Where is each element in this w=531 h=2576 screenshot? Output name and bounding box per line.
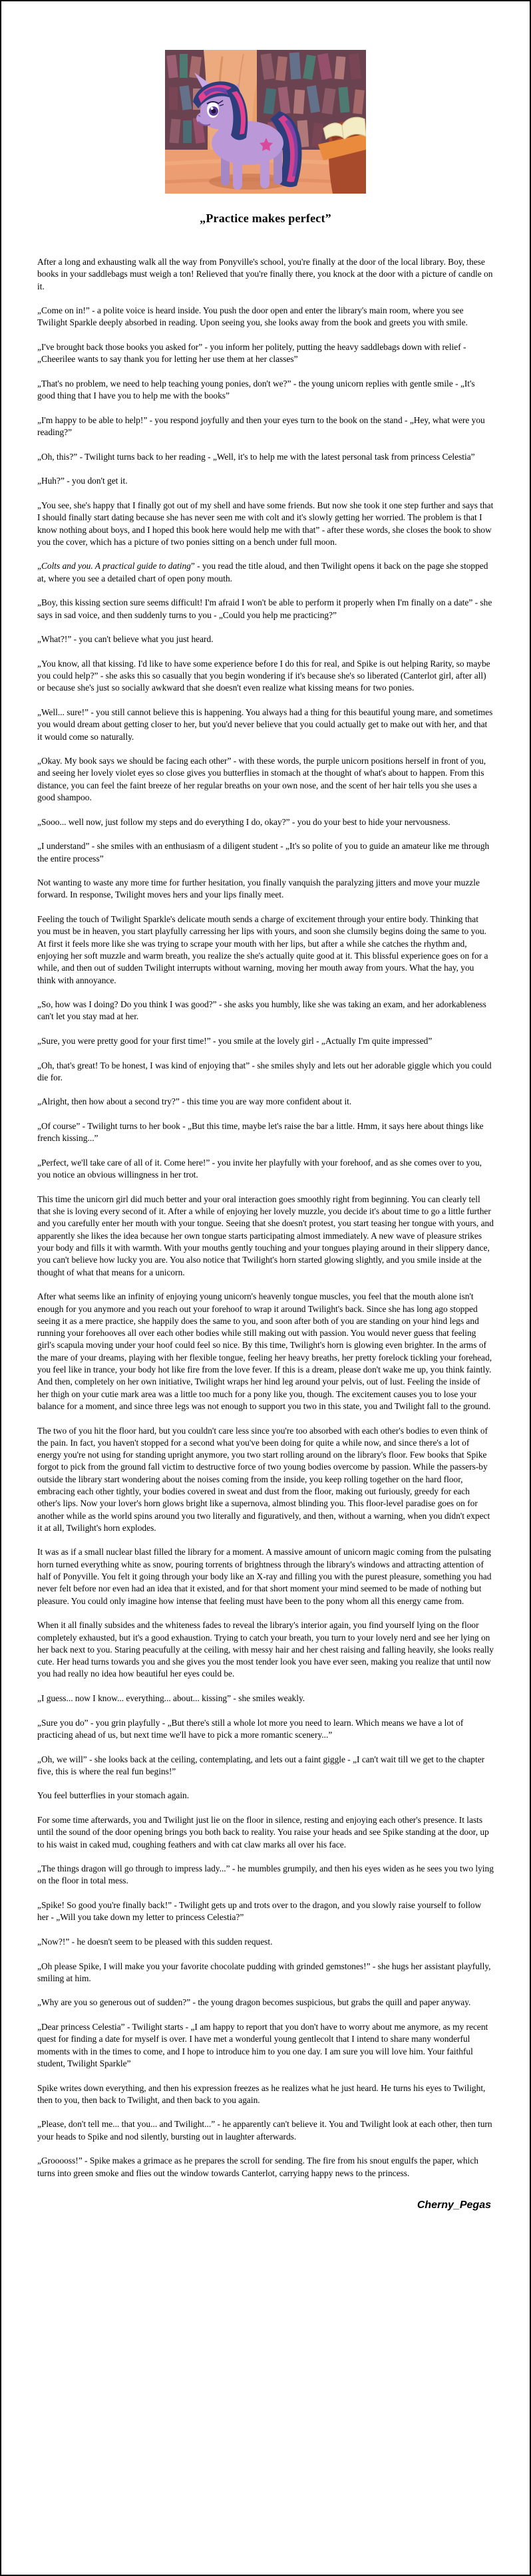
author-signature: Cherny_Pegas: [417, 2199, 491, 2211]
story-paragraph: [37, 1060, 494, 1084]
story-paragraph: [37, 913, 494, 987]
story-paragraph: [37, 1096, 494, 1108]
story-paragraph: [37, 1961, 494, 1985]
story-paragraph: [37, 1814, 494, 1851]
story-paragraph: [37, 1936, 494, 1948]
story-text: „Huh?” - you don't get it.: [37, 476, 128, 486]
story-text: „So, how was I doing? Do you think I was good?” - she asks you humbly, like she was taking an exam, and her adorkableness can't let you stay mad at her.: [37, 999, 486, 1022]
story-text: After what seems like an infinity of enjoying young unicorn's heavenly tongue muscles, you feel that the mouth alone isn't enough for you anymore and you reach out your forehoof to wrap it around Twilight's back. Since she has long ago stopped seeing it as a mere practice, she happily does the same to you, and soon after both of you are standing on your hind legs and running your forehooves all over each other bodies while still making out with passion. You would never guess that feeling girl's scapula moving under your hoof could feel so nice. By this time, Twilight's horn is glowing even brighter. In the arms of the mare of your dreams, playing with her flexible tongue, feeling her heavy breaths, her pretty forelock tickling your forehead, you feel like in trance, your body hot like fire from the love fever. If this is a dream, please don't wake me up, you think faintly. And then, completely on her own initiative, Twilight wraps her hind leg around your pelvis, out of lust. Feeling the inside of her thigh on your cutie mark area was a little too much for a pony like you, though. The excitement causes you to lose your balance for a moment, and since three legs was not enough to support you two in this state, you and Twilight fall to the ground.: [37, 1291, 492, 1411]
story-paragraph: [37, 658, 494, 695]
story-text: „Alright, then how about a second try?” - this time you are way more confident about it.: [37, 1096, 352, 1107]
story-text: „Spike! So good you're finally back!” - Twilight gets up and trots over to the dragon, and you slowly raise yourself to follow her - „Will you take down my letter to princess Celestia?”: [37, 1900, 482, 1923]
story-paragraph: [37, 414, 494, 439]
story-paragraph: [37, 1692, 494, 1704]
story-paragraph: [37, 2155, 494, 2179]
story-paragraph: [37, 597, 494, 621]
story-paragraph: [37, 500, 494, 548]
story-text: The two of you hit the floor hard, but you couldn't care less since you're too absorbed with each other's bodies to even think of the pain. In fact, you haven't stopped for a second what you've been doing for quite a while now, and since there's a lot of energy you're not using for standing upright anymore, you two start rolling around on the library's floor. Few books that Spike forgot to pick from the ground fall victim to destructive force of two young bodies overcome by passion. While the passers-by outside the library start wondering about the noises coming from the inside, you keep rolling together on the hard floor, embracing each other tightly, your bodies covered in sweat and dust from the floor, making out furiously, greedy for each other's lips. Now your lover's horn glows bright like a supernova, almost blinding you. This floor-level paradise goes on for another while as the world spins around you two literally and figuratively, and then, without a warning, when you didn't expect it at all, Twilight's horn explodes.: [37, 1425, 490, 1533]
story-text: „Perfect, we'll take care of all of it. Come here!” - you invite her playfully with your forehoof, and as she comes over to you, you notice an obvious willingness in her trot.: [37, 1157, 482, 1180]
story-paragraph: [37, 1619, 494, 1680]
story-text: For some time afterwards, you and Twilight just lie on the floor in silence, resting and enjoying each other's presence. It lasts until the sound of the door opening brings you both back to reality. You raise your heads and see Spike standing at the door, up to his waist in caked mud, coughing feathers and with cat claw marks all over his face.: [37, 1815, 489, 1850]
story-paragraph: [37, 1899, 494, 1924]
story-paragraph: [37, 475, 494, 487]
story-text: „Oh, we will” - she looks back at the ceiling, contemplating, and lets out a faint giggle - „I can't wait till we get to the chapter five, this is where the real fun begins!”: [37, 1754, 485, 1776]
story-paragraph: [37, 707, 494, 743]
story-paragraph: [37, 755, 494, 804]
story-text: When it all finally subsides and the whiteness fades to reveal the library's interior again, you find yourself lying on the floor completely exhausted, but it's a good exhaustion. Trying to catch your breath, you turn to your lovely nerd and see her lying on her back next to you. Staring peacufully at the ceiling, with messy hair and her chest raising and falling heavily, she looks really cute. Her head turns towards you and she gives you the most tender look you have ever seen, making you realize that until now you had really no idea how beautiful her eyes could be.: [37, 1620, 494, 1679]
story-text: „Well... sure!” - you still cannot believe this is happening. You always had a thing for this beautiful young mare, and sometimes you would dream about getting closer to her, but you'd never believe that you could actually get to make out with her, and that it would come so naturally.: [37, 707, 493, 742]
story-text: „Why are you so generous out of sudden?” - the young dragon becomes suspicious, but grabs the quill and paper anyway.: [37, 1997, 471, 2008]
story-text: Not wanting to waste any more time for further hesitation, you finally vanquish the paralyzing jitters and move your muzzle forward. In response, Twilight moves hers and your lips finally meet.: [37, 878, 480, 900]
story-paragraph: [37, 1291, 494, 1412]
story-text: „I guess... now I know... everything... about... kissing” - she smiles weakly.: [37, 1693, 305, 1704]
story-text: After a long and exhausting walk all the way from Ponyville's school, you're finally at the door of the local library. Boy, these books in your saddlebags must weigh a ton! Relieved that you're finally there, you knock at the door with a picture of candle on it.: [37, 257, 493, 291]
story-text: „That's no problem, we need to help teaching young ponies, don't we?” - the young unicorn replies with gentle smile - „It's good thing that I have you to help me with the books”: [37, 378, 475, 401]
story-text: You feel butterflies in your stomach again.: [37, 1790, 190, 1801]
story-paragraph: [37, 2118, 494, 2143]
story-text: „Boy, this kissing section sure seems difficult! I'm afraid I won't be able to perform it properly when I'm finally on a date” - she says in sad voice, and then suddenly turns to you - „Could you help me practicing?”: [37, 597, 492, 620]
story-paragraph: [37, 633, 494, 645]
story-text: It was as if a small nuclear blast filled the library for a moment. A massive amount of unicorn magic coming from the pulsating horn turned everything white as snow, pouring torrents of brightness through the library's windows and attracting attention of half of Ponyville. You felt it going through your body like an X-ray and filling you with the purest pleasure, something you had never felt before nor even had an idea that it existed, and for that short moment your mind seemed to be made of nothing but pleasure. You could only imagine how intense that feeling must have been to the pony whom all this energy came from.: [37, 1547, 492, 1606]
story-text: „Oh, this?” - Twilight turns back to her reading - „Well, it's to help me with the latest personal task from princess Celestia”: [37, 451, 475, 462]
story-text: „Of course” - Twilight turns to her book - „But this time, maybe let's raise the bar a little. Hmm, it says here about things like french kissing...”: [37, 1121, 484, 1144]
story-paragraph: [37, 877, 494, 901]
story-paragraph: [37, 1754, 494, 1778]
book-title-text: Colts and you. A practical guide to dating: [41, 561, 191, 571]
story-text: ” - you read the title aloud, and then Twilight opens it back on the page she stopped at, where you see a detailed chart of open pony mouth.: [37, 561, 488, 583]
story-text: „Sooo... well now, just follow my steps and do everything I do, okay?” - you do your best to hide your nervousness.: [37, 816, 450, 827]
story-paragraph: [37, 2021, 494, 2070]
story-text: „Oh, that's great! To be honest, I was kind of enjoying that” - she smiles shyly and lets out her adorable giggle which you could die for.: [37, 1060, 492, 1082]
story-paragraph: [37, 1425, 494, 1535]
story-paragraph: [37, 1157, 494, 1182]
story-text: „You see, she's happy that I finally got out of my shell and have some friends. But now she took it one step further and says that I should finally start dating because she has never seen me with colt and it's slowly getting her worried. The problem is that I know nothing about boys, and I hoped this book here would help me with that” - after these words, she closes the book to show you the cover, which has a picture of two ponies sitting on a bench under full moon.: [37, 500, 494, 547]
story-paragraph: [37, 2082, 494, 2107]
story-paragraph: [37, 816, 494, 828]
story-text: „The things dragon will go through to impress lady...” - he mumbles grumpily, and then his eyes widen as he sees you two lying on the floor in total mess.: [37, 1863, 494, 1886]
story-text: „I'm happy to be able to help!” - you respond joyfully and then your eyes turn to the book on the stand - „Hey, what were you reading?”: [37, 414, 485, 438]
story-paragraph: [37, 1863, 494, 1887]
story-paragraph: [37, 999, 494, 1023]
story-paragraph: [37, 1997, 494, 2009]
story-paragraph: [37, 256, 494, 293]
story-paragraph: [37, 1035, 494, 1047]
story-text: This time the unicorn girl did much better and your oral interaction goes smoothly right from beginning. You can clearly tell that she is loving every second of it. After a while of enjoying her lovely muzzle, you decide it's about time to go a little further and you carefully enter her mouth with your tongue. Seeing that she doesn't protest, you start teasing her tongue with yours, and apparently she likes the idea because her own tongue starts participating almost immediately. A new wave of pleasure strikes your body and fills it with warmth. With your mouths gently touching and your tongues playing around in their slippery dance, you can't believe how lucky you are. You also notice that Twilight's horn started glowing slightly, and you smile inside at the thought of what that means for a unicorn.: [37, 1194, 494, 1277]
story-text: „Okay. My book says we should be facing each other” - with these words, the purple unicorn positions herself in front of you, and seeing her lovely violet eyes so close gives you butterflies in stomach at the thought of what's about to happen. From this distance, you can feel the faint breeze of her regular breaths on your own nose, and the scent of her hair tells you she uses a good shampoo.: [37, 756, 486, 803]
story-paragraph: [37, 305, 494, 329]
story-text: „Oh please Spike, I will make you your favorite chocolate pudding with grinded gemstones!” - she hugs her assistant playfully, smiling at him.: [37, 1961, 491, 1983]
hero-image: [165, 50, 366, 194]
story-text: „What?!” - you can't believe what you just heard.: [37, 634, 214, 645]
story-title: „Practice makes perfect”: [200, 212, 331, 225]
story-text: „Please, don't tell me... that you... and Twilight...” - he apparently can't believe it. You and Twilight look at each other, then turn your heads to Spike and nod silently, bursting out in laughter afterwards.: [37, 2119, 492, 2142]
story-text: „Sure, you were pretty good for your first time!” - you smile at the lovely girl - „Actually I'm quite impressed”: [37, 1036, 433, 1046]
story-text: „Sure you do” - you grin playfully - „But there's still a whole lot more you need to learn. Which means we have a lot of practicing ahead of us, but next time we'll have to pick a more romantic scenery...”: [37, 1717, 464, 1740]
library-scene-illustration: [165, 50, 366, 194]
story-paragraph: [37, 1717, 494, 1742]
story-text: „I understand” - she smiles with an enthusiasm of a diligent student - „It's so polite of you to guide an amateur like me through the entire process”: [37, 841, 490, 864]
story-text: „I've brought back those books you asked for” - you inform her politely, putting the heavy saddlebags down with relief - „Cheerilee wants to say thank you for letting her use them at her classes”: [37, 342, 466, 365]
story-paragraph: [37, 1790, 494, 1802]
story-paragraph: [37, 451, 494, 463]
story-paragraph: [37, 1194, 494, 1279]
story-text: „Dear princess Celestia” - Twilight starts - „I am happy to report that you don't have to worry about me anymore, as my recent quest for finding a date for myself is over. I have met a wonderful young gentlecolt that I intend to share many wonderful moments with in the times to come, and I hope to introduce him to you one day. I am sure you will love him. Your faithful student, Twilight Sparkle”: [37, 2022, 488, 2068]
story-text: „You know, all that kissing. I'd like to have some experience before I do this for real, and Spike is out helping Rarity, so maybe you could help?” - she asks this so casually that you begin wondering if it's because she's so liberated (Canterlot girl, after all) or because she's just so socially awkward that she doesn't even realize what kissing means for two ponies.: [37, 658, 490, 693]
story-paragraph: [37, 341, 494, 366]
story-text: „Now?!” - he doesn't seem to be pleased with this sudden request.: [37, 1936, 273, 1947]
story-text: Spike writes down everything, and then his expression freezes as he realizes what he just heard. He turns his eyes to Twilight, then to you, then back to Twilight, and then back to you again.: [37, 2082, 486, 2105]
story-paragraph: [37, 1120, 494, 1145]
story-paragraph: [37, 1546, 494, 1607]
story-body: [1, 256, 530, 2179]
story-text: „Come on in!” - a polite voice is heard inside. You push the door open and enter the library's main room, where you see Twilight Sparkle deeply absorbed in reading. Upon seeing you, she looks away from the book and greets you with smile.: [37, 305, 468, 328]
story-paragraph: [37, 560, 494, 585]
story-text: „Grooooss!” - Spike makes a grimace as he prepares the scroll for sending. The fire from his snout engulfs the paper, which turns into green smoke and flies out the window towards Canterlot, carrying happy news to the princess.: [37, 2156, 478, 2178]
story-text: Feeling the touch of Twilight Sparkle's delicate mouth sends a charge of excitement through your entire body. Thinking that you must be in heaven, you start playfully carressing her lips with yours, and soon she clumsily begins doing the same to you. At first it feels more like she was trying to scrape your mouth with her lips, but after a while she catches the rhythm and, enjoying her soft muzzle and warm breath, you realize the she's actually quite good at it. This blissful experience goes on for a while, and then out of sudden Twilight interrupts without warning, moving her mouth away from yours. What the hay, you think with annoyance.: [37, 914, 488, 985]
story-paragraph: [37, 378, 494, 402]
story-paragraph: [37, 840, 494, 865]
story-text: „: [37, 561, 41, 571]
